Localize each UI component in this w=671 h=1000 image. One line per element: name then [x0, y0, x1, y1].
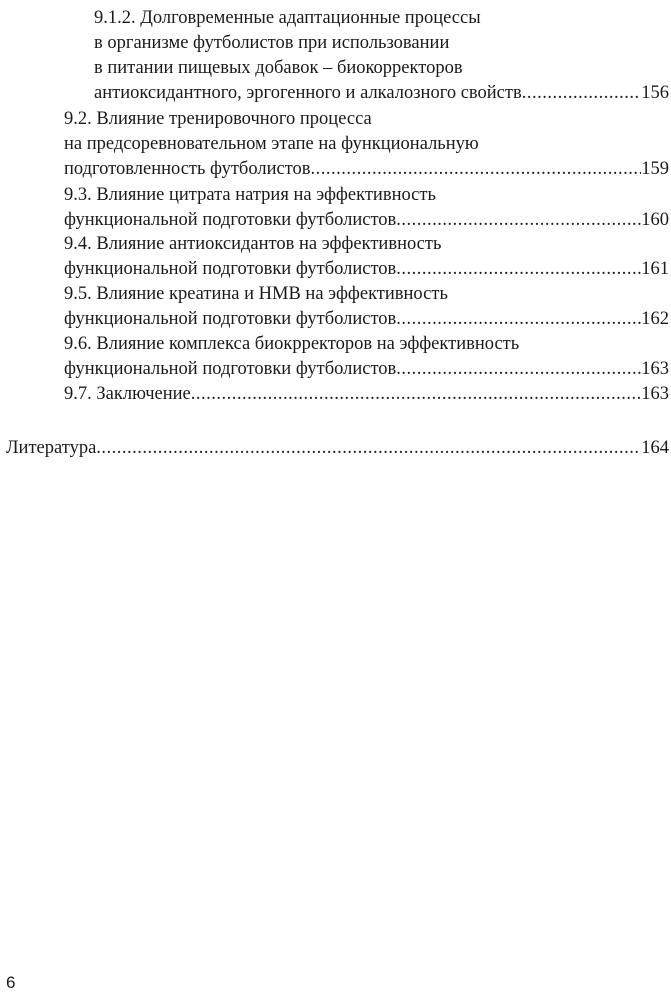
toc-entry-9-3-line-2: функциональной подготовки футболистов: [64, 210, 397, 230]
toc-entry-9-4-line-2: функциональной подготовки футболистов: [64, 259, 397, 279]
dot-leader: [96, 435, 641, 461]
toc-entry-literature-line: [6, 435, 669, 461]
toc-entry-9-5-line-2: функциональной подготовки футболистов: [64, 309, 397, 329]
toc-entry-9-6-page: 163: [641, 359, 669, 379]
dot-leader: [522, 80, 642, 106]
toc-entry-9-1-2-line-2: в организме футболистов при использовании: [94, 33, 450, 53]
toc-entry-9-7-page: 163: [641, 384, 669, 404]
toc-entry-9-5-line-1: 9.5. Влияние креатина и HMB на эффективность: [64, 284, 448, 304]
toc-entry-9-6-line-2: функциональной подготовки футболистов: [64, 359, 397, 379]
toc-entry-9-2-last-line: [64, 156, 669, 182]
toc-entry-9-7-title: 9.7. Заключение: [64, 384, 191, 404]
toc-entry-9-1-2-line-3: в питании пищевых добавок – биокорректоров: [94, 58, 463, 78]
dot-leader: [311, 156, 642, 182]
toc-entry-9-1-2-line-1: 9.1.2. Долговременные адаптационные процессы: [94, 8, 481, 28]
toc-entry-9-7-line: [64, 381, 669, 407]
toc-entry-9-3-line-1: 9.3. Влияние цитрата натрия на эффективность: [64, 185, 436, 205]
toc-entry-9-1-2-line-4: антиоксидантного, эргогенного и алкалозного свойств: [94, 83, 522, 103]
toc-entry-9-5-last-line: [64, 306, 669, 332]
toc-entry-9-2-line-3: подготовленность футболистов: [64, 159, 311, 179]
toc-entry-9-6-line-1: 9.6. Влияние комплекса биокрректоров на эффективность: [64, 334, 520, 354]
page-number: 6: [6, 973, 16, 992]
toc-entry-9-5-page: 162: [641, 309, 669, 329]
toc-entry-9-2-page: 159: [641, 159, 669, 179]
dot-leader: [191, 381, 642, 407]
dot-leader: [396, 306, 641, 332]
toc-entry-9-1-2-page: 156: [641, 83, 669, 103]
toc-entry-9-4-page: 161: [641, 259, 669, 279]
toc-entry-9-3-page: 160: [641, 210, 669, 230]
toc-entry-9-2-line-2: на предсоревновательном этапе на функциональную: [64, 134, 479, 154]
toc-entry-literature-page: 164: [641, 438, 669, 458]
toc-entry-9-1-2-last-line: [94, 80, 669, 106]
dot-leader: [396, 207, 641, 233]
toc-entry-9-3-last-line: [64, 207, 669, 233]
toc-entry-9-4-line-1: 9.4. Влияние антиоксидантов на эффективность: [64, 234, 442, 254]
toc-entry-9-2-line-1: 9.2. Влияние тренировочного процесса: [64, 109, 372, 129]
toc-entry-9-6-last-line: [64, 356, 669, 382]
dot-leader: [396, 256, 641, 282]
toc-entry-9-4-last-line: [64, 256, 669, 282]
dot-leader: [396, 356, 641, 382]
toc-entry-literature-title: Литература: [6, 438, 97, 458]
